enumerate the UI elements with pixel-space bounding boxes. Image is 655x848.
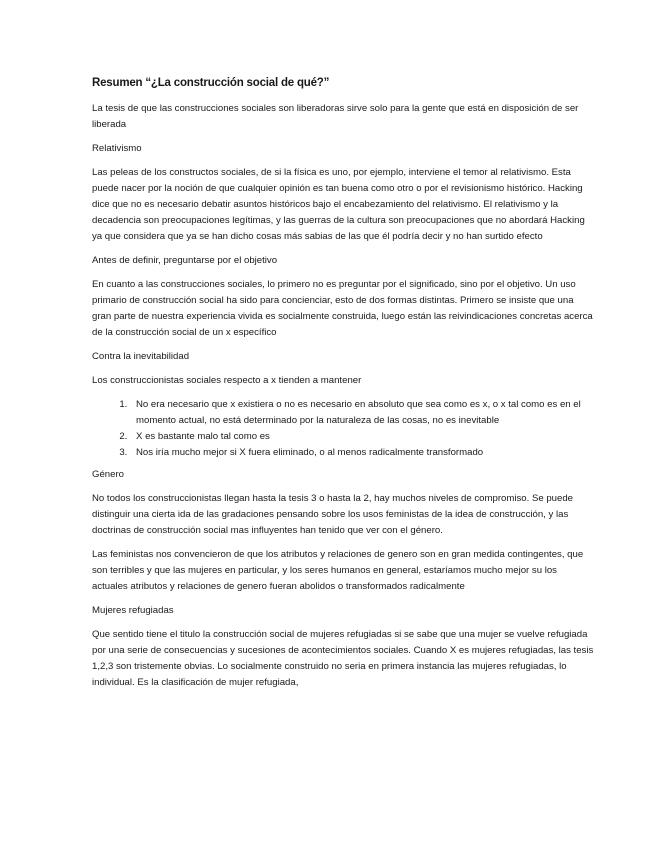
document-title: Resumen “¿La construcción social de qué?” (92, 77, 330, 89)
numbered-list (92, 397, 595, 461)
section-heading-mujeres-refugiadas: Mujeres refugiadas (92, 605, 174, 616)
list-item: 3. Nos iría mucho mejor si X fuera eliminado, o al menos radicalmente transformado (130, 445, 595, 461)
list-item: 1. No era necesario que x existiera o no es necesario en absoluto que sea como es x, o x tal como es en el momento actual, no está determinado por la naturaleza de las cosas, no es inevitable (130, 397, 595, 429)
section-heading-relativismo: Relativismo (92, 143, 142, 154)
paragraph: Que sentido tiene el titulo la construcción social de mujeres refugiadas si se sabe que una mujer se vuelve refugiada por una serie de consecuencias y sucesiones de acontecimientos sociales. Cuando X es mujeres refugiadas, las tesis 1,2,3 son tristemente obvias. Lo socialmente construido no seria en primera instancia las mujeres refugiadas, lo individual. Es la clasificación de mujer refugiada, (92, 629, 594, 688)
paragraph: Las peleas de los constructos sociales, de si la física es uno, por ejemplo, interviene el temor al relativismo. Esta puede nacer por la noción de que cualquier opinión es tan buena como otro o por el revisionismo histórico. Hacking dice que no es necesario debatir asuntos históricos bajo el encabezamiento del relativismo. El relativismo y la decadencia son preocupaciones legítimas, y las guerras de la cultura son preocupaciones que no abordará Hacking ya que considera que ya se han dicho cosas más sabias de las que él podría decir y no han surtido efecto (92, 167, 585, 242)
paragraph: Los construccionistas sociales respecto a x tienden a mantener (92, 375, 362, 386)
paragraph: Las feministas nos convencieron de que los atributos y relaciones de genero son en gran medida contingentes, que son terribles y que las mujeres en particular, y los seres humanos en general, estaríamos mucho mejor su los actuales atributos y relaciones de genero fueran abolidos o transformados radicalmente (92, 549, 584, 592)
intro-paragraph: La tesis de que las construcciones sociales son liberadoras sirve solo para la gente que está en disposición de ser liberada (92, 103, 579, 130)
section-heading-genero: Género (92, 469, 124, 480)
section-heading-inevitabilidad: Contra la inevitabilidad (92, 351, 190, 362)
paragraph: En cuanto a las construcciones sociales, lo primero no es preguntar por el significado, sino por el objetivo. Un uso primario de construcción social ha sido para concienciar, esto de dos formas distintas. Primero se insiste que una gran parte de nuestra experiencia vivida es socialmente construida, luego están las reivindicaciones concretas acerca de la construcción social de un x específico (92, 279, 593, 338)
section-heading-objetivo: Antes de definir, preguntarse por el objetivo (92, 255, 278, 266)
list-item: 2. X es bastante malo tal como es (130, 429, 595, 445)
paragraph: No todos los construccionistas llegan hasta la tesis 3 o hasta la 2, hay muchos niveles de compromiso. Se puede distinguir una cierta ida de las gradaciones pensando sobre los usos feministas de la idea de construcción, y las doctrinas de construcción social mas influyentes han tenido que ver con el género. (92, 493, 574, 536)
